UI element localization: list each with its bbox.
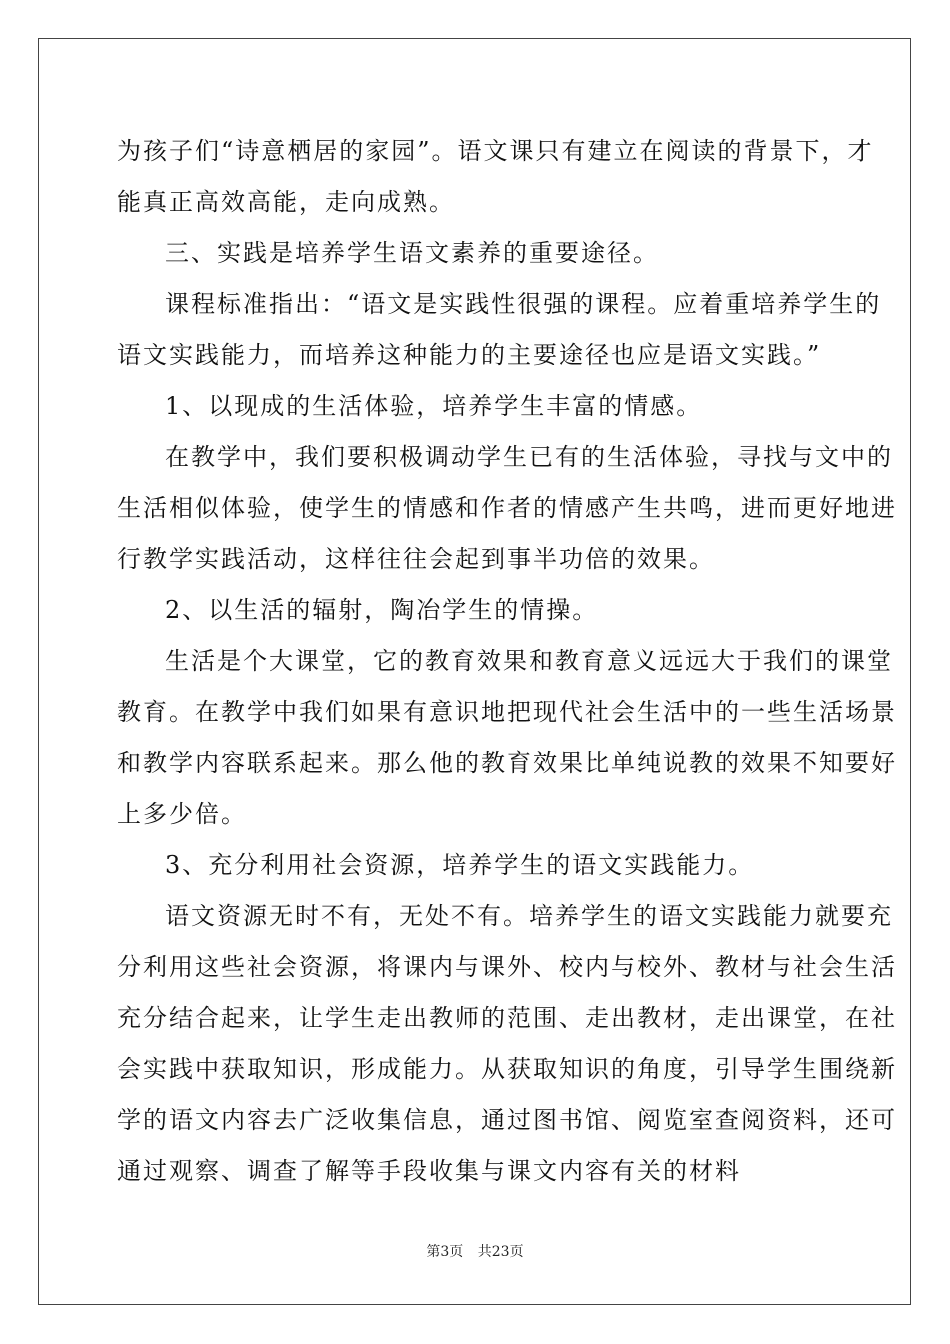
text-line: 在教学中，我们要积极调动学生已有的生活体验，寻找与文中的 (165, 443, 893, 471)
text-line: 生活相似体验，使学生的情感和作者的情感产生共鸣，进而更好地进 (117, 494, 897, 522)
text-line: 生活是个大课堂，它的教育效果和教育意义远远大于我们的课堂 (165, 647, 893, 675)
text-line: 语文资源无时不有，无处不有。培养学生的语文实践能力就要充 (165, 902, 893, 930)
text-line: 分利用这些社会资源，将课内与课外、校内与校外、教材与社会生活 (117, 953, 897, 981)
text-line: 学的语文内容去广泛收集信息，通过图书馆、阅览室查阅资料，还可 (117, 1106, 897, 1134)
text-line: 和教学内容联系起来。那么他的教育效果比单纯说教的效果不知要好 (117, 749, 897, 777)
text-line: 通过观察、调查了解等手段收集与课文内容有关的材料 (117, 1157, 741, 1185)
document-body (117, 126, 897, 1197)
text-line: 2、以生活的辐射，陶冶学生的情操。 (165, 596, 599, 624)
text-line: 充分结合起来，让学生走出教师的范围、走出教材，走出课堂，在社 (117, 1004, 897, 1032)
text-line: 课程标准指出：“语文是实践性很强的课程。应着重培养学生的 (165, 290, 882, 318)
page-total: 共23页 (477, 1244, 524, 1260)
text-line: 上多少倍。 (117, 800, 247, 828)
text-line: 行教学实践活动，这样往往会起到事半功倍的效果。 (117, 545, 715, 573)
text-line: 三、实践是培养学生语文素养的重要途径。 (165, 239, 659, 267)
text-line: 会实践中获取知识，形成能力。从获取知识的角度，引导学生围绕新 (117, 1055, 897, 1083)
text-line: 为孩子们“诗意栖居的家园”。语文课只有建立在阅读的背景下，才 (117, 137, 874, 165)
text-line: 教育。在教学中我们如果有意识地把现代社会生活中的一些生活场景 (117, 698, 897, 726)
page-number: 第3页 (426, 1244, 464, 1260)
page-footer (0, 1241, 950, 1261)
text-line: 能真正高效高能，走向成熟。 (117, 188, 455, 216)
text-line: 3、充分利用社会资源，培养学生的语文实践能力。 (165, 851, 755, 879)
text-line: 语文实践能力，而培养这种能力的主要途径也应是语文实践。” (117, 341, 822, 369)
text-line: 1、以现成的生活体验，培养学生丰富的情感。 (165, 392, 703, 420)
